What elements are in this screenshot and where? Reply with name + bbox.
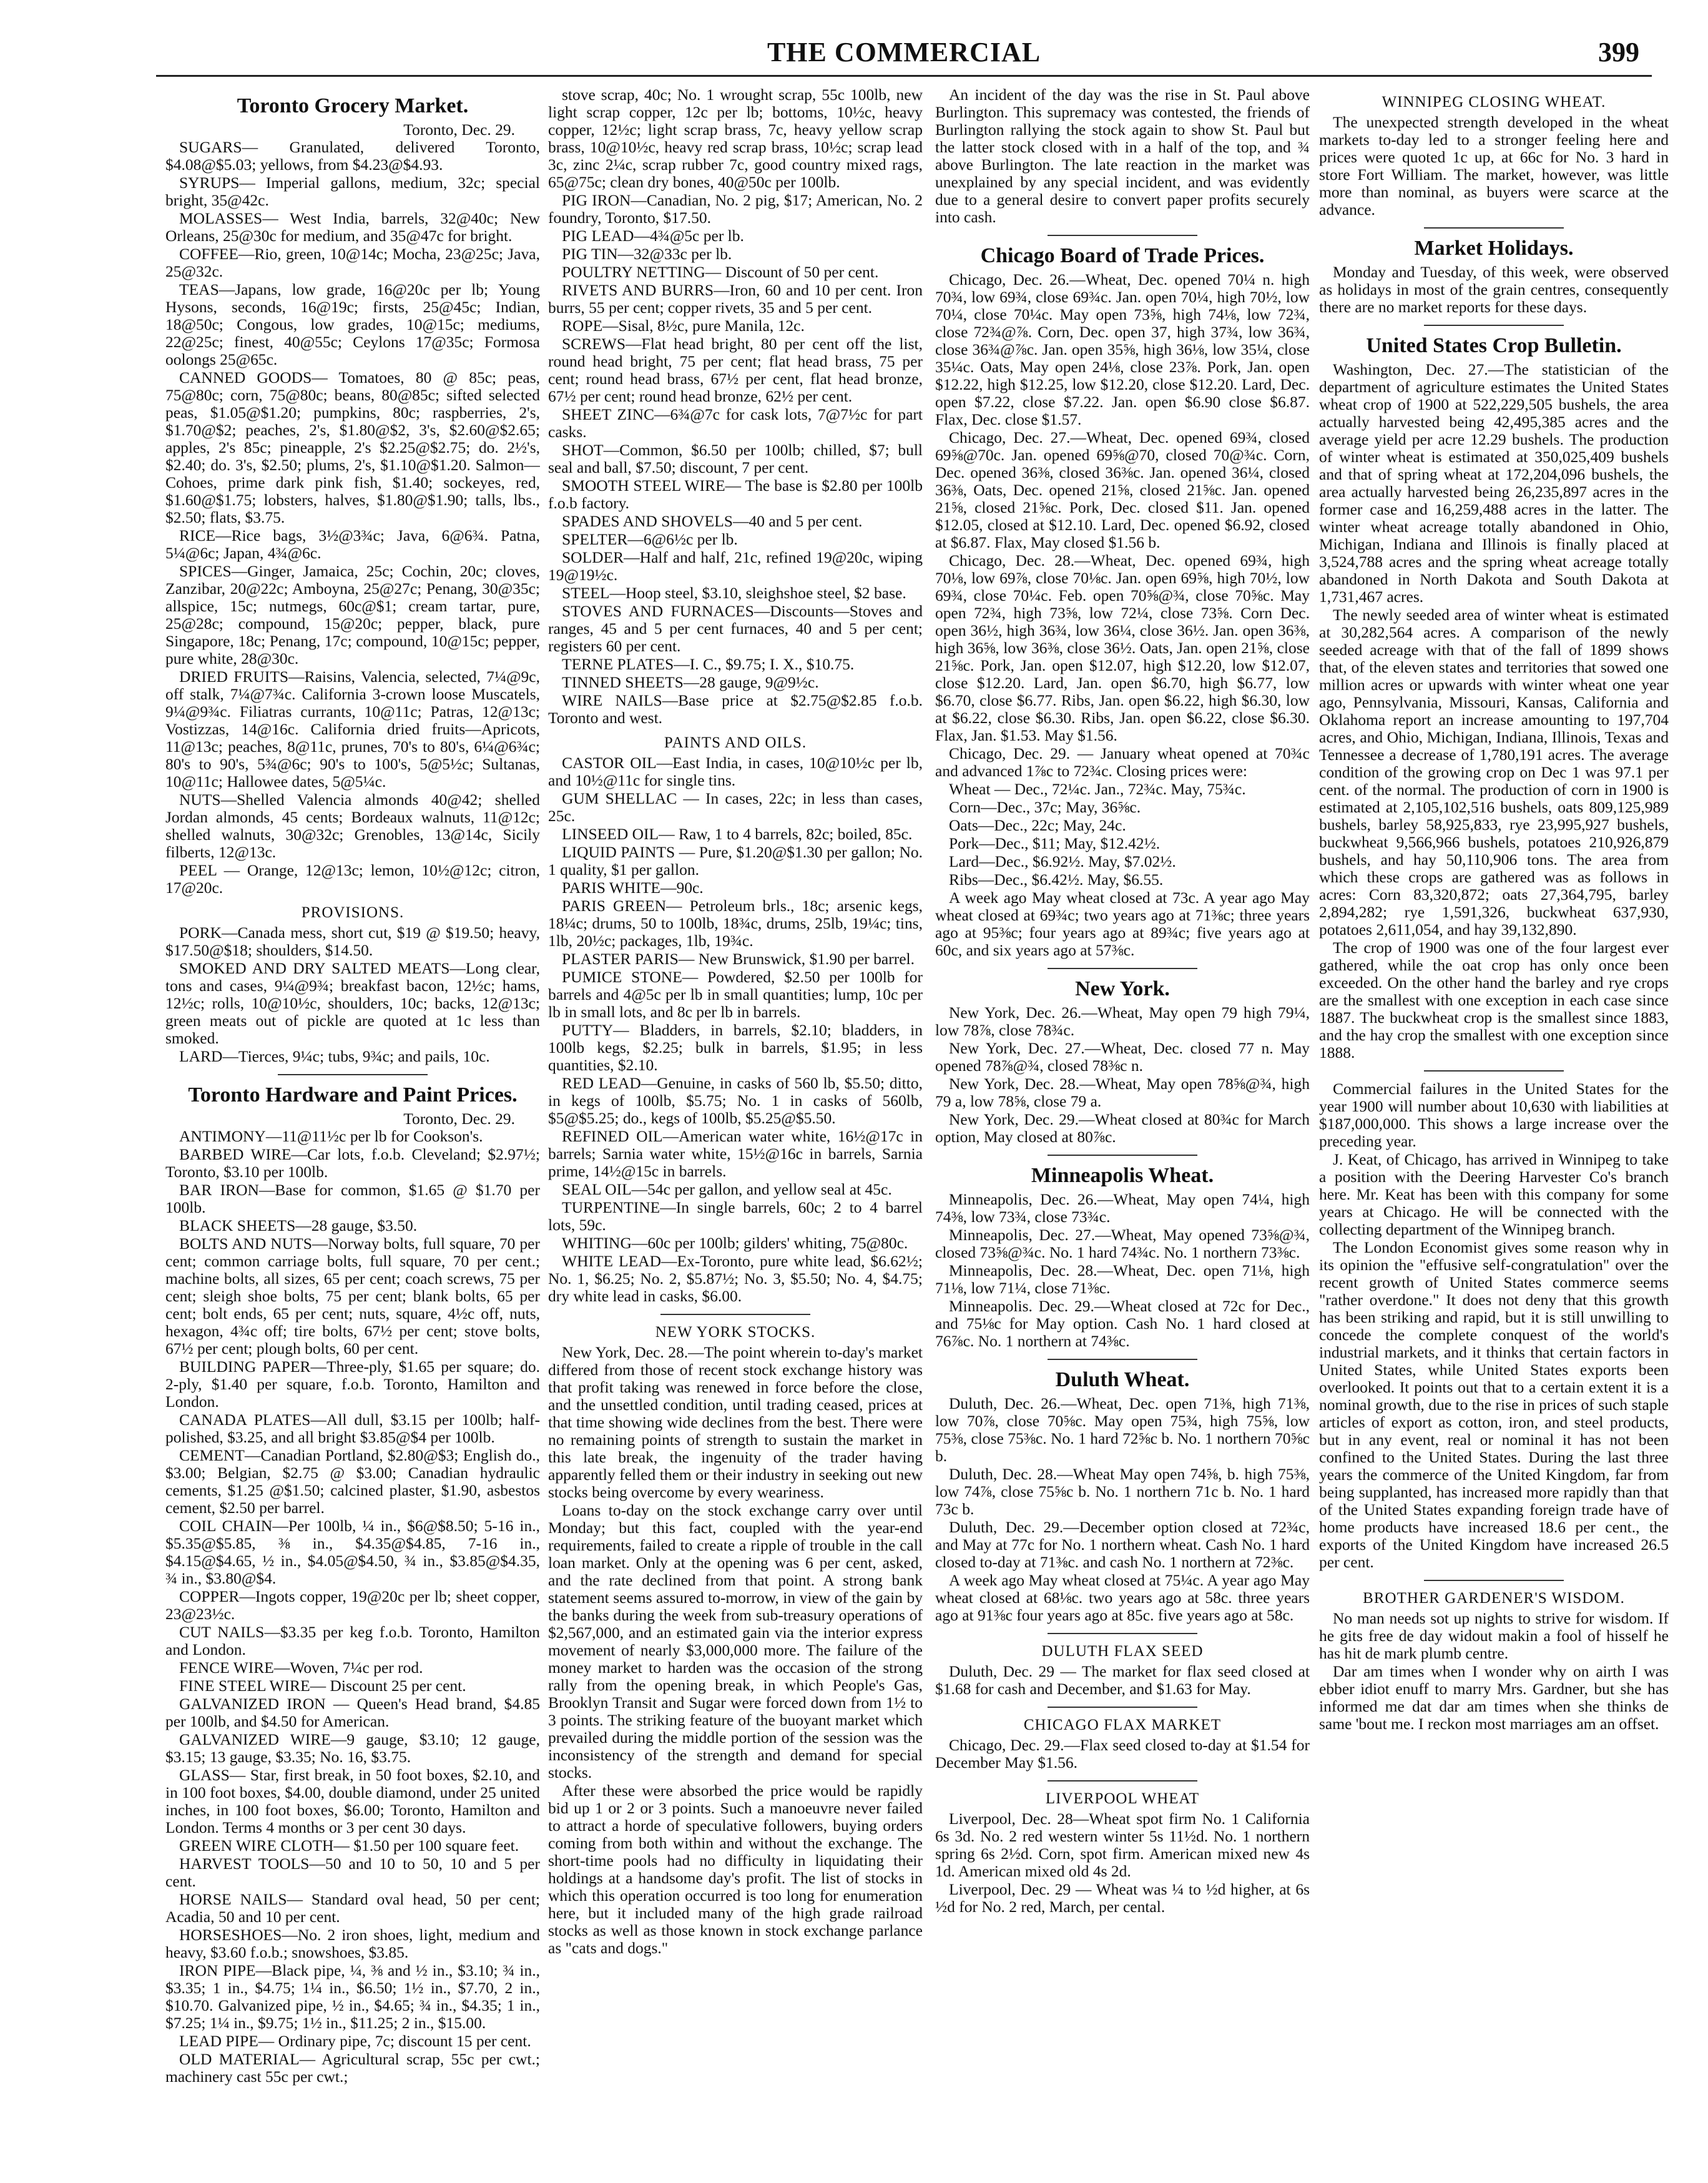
paragraph: Minneapolis. Dec. 29.—Wheat closed at 72c for Dec., and 75⅛c for May option. Cash No. 1 hard closed at 76⅞c. No. 1 northern at 74⅜c. [935,1297,1310,1350]
paragraph: Monday and Tuesday, of this week, were observed as holidays in most of the grain centres, consequently there are no market reports for these days. [1319,263,1669,316]
paragraph: HORSESHOES—No. 2 iron shoes, light, medium and heavy, $3.60 f.o.b.; snowshoes, $3.85. [165,1926,540,1961]
paragraph: TINNED SHEETS—28 gauge, 9@9½c. [562,673,819,691]
paragraph: PORK—Canada mess, short cut, $19 @ $19.50; heavy, $17.50@$18; shoulders, $14.50. [165,924,540,959]
section-heading: Market Holidays. [1414,237,1574,260]
paragraph: PARIS GREEN— Petroleum brls., 18c; arsenic kegs, 18¼c; drums, 50 to 100lb, 18¾c, drums, 25lb, 19¼c; tins, 1lb, 20½c; packages, 1lb, 19¾c. [548,897,923,950]
paragraph: FINE STEEL WIRE— Discount 25 per cent. [179,1677,466,1695]
paragraph: FENCE WIRE—Woven, 7¼c per rod. [179,1658,423,1677]
section-divider [1048,1707,1197,1708]
paragraph: Liverpool, Dec. 28—Wheat spot firm No. 1 California 6s 3d. No. 2 red western winter 5s 11½d. No. 1 northern spring 6s 2½d. Corn, spot firm. American mixed new 4s 1d. American mixed old 4s 2d. [935,1810,1310,1880]
subsection-heading: NEW YORK STOCKS. [655,1324,816,1341]
paragraph: Pork—Dec., $11; May, $12.42½. [949,834,1161,852]
paragraph: SOLDER—Half and half, 21c, refined 19@20c, wiping 19@19½c. [548,548,923,584]
paragraph: REFINED OIL—American water white, 16½@17c in barrels; Sarnia water white, 15½@16c in barrels, Sarnia prime, 14½@15c in barrels. [548,1127,923,1180]
section-heading: New York. [1075,977,1170,1000]
paragraph: SPELTER—6@6½c per lb. [562,530,738,548]
column-4 [1319,86,1669,2153]
paragraph: WHITING—60c per 100lb; gilders' whiting, 75@80c. [562,1234,908,1252]
section-divider [1048,968,1197,969]
paragraph: TURPENTINE—In single barrels, 60c; 2 to 4 barrel lots, 59c. [548,1198,923,1234]
paragraph: Duluth, Dec. 29.—December option closed at 72¾c, and May at 77c for No. 1 northern wheat. Cash No. 1 hard closed to-day at 71⅜c. and cash No. 1 northern at 72⅜c. [935,1518,1310,1571]
paragraph: ROPE—Sisal, 8½c, pure Manila, 12c. [562,317,805,335]
paragraph: DRIED FRUITS—Raisins, Valencia, selected, 7¼@9c, off stalk, 7¼@7¾c. California 3-crown loose Muscatels, 9¼@9¾c. Filiatras currants, 10@11c; Patras, 12@13c; Vostizzas, 14@16c. California dried fruits—Apricots, 11@13c; peaches, 8@11c, prunes, 70's to 80's, 6¼@6¾c; 80's to 90's, 5¾@6c; 90's to 100's, 5@5½c; Sultanas, 10@11c; Hallowee dates, 5@5¼c. [165,668,540,791]
paragraph: PEEL — Orange, 12@13c; lemon, 10½@12c; citron, 17@20c. [165,861,540,897]
paragraph: CANNED GOODS— Tomatoes, 80 @ 85c; peas, 75@80c; corn, 75@80c; beans, 80@85c; sifted selected peas, $1.05@$1.20; pumpkins, 80c; raspberries, 2's, $1.70@$2; peaches, 2's, $1.80@$2, 3's, $2.60@$2.65; apples, 2's 85c; pineapple, 2's $2.25@$2.75; do. 2½'s, $2.40; do. 3's, $2.50; plums, 2's, $1.10@$1.20. Salmon—Cohoes, prime dark pink fish, $1.40; sockeyes, red, $1.60@$1.75; lobsters, halves, $1.80@$1.90; talls, lbs., $2.50; flats, $3.75. [165,368,540,526]
paragraph: GALVANIZED WIRE—9 gauge, $3.10; 12 gauge, $3.15; 13 gauge, $3.35; No. 16, $3.75. [165,1730,540,1766]
paragraph: SHEET ZINC—6¾@7c for cask lots, 7@7½c for part casks. [548,405,923,441]
paragraph: MOLASSES— West India, barrels, 32@40c; New Orleans, 25@30c for medium, and 35@47c for bright. [165,209,540,245]
paragraph: GREEN WIRE CLOTH— $1.50 per 100 square feet. [179,1836,519,1855]
paragraph: PLASTER PARIS— New Brunswick, $1.90 per barrel. [562,950,915,968]
section-heading: United States Crop Bulletin. [1366,334,1622,357]
paragraph: Oats—Dec., 22c; May, 24c. [949,816,1126,834]
subsection-heading: LIVERPOOL WHEAT [1045,1790,1200,1807]
paragraph: LARD—Tierces, 9¼c; tubs, 9¾c; and pails, 10c. [179,1047,490,1065]
paragraph: SCREWS—Flat head bright, 80 per cent off the list, round head bright, 75 per cent; flat head brass, 75 per cent; round head brass, 67½ per cent, flat head bronze, 67½ per cent; round head bronze, 62½ per cent. [548,335,923,405]
paragraph: New York, Dec. 29.—Wheat closed at 80¾c for March option, May closed at 80⅞c. [935,1110,1310,1146]
paragraph: Minneapolis, Dec. 27.—Wheat, May opened 73⅝@¾, closed 73⅝@¾c. No. 1 hard 74¾c. No. 1 northern 73⅜c. [935,1226,1310,1261]
paragraph: No man needs sot up nights to strive for wisdom. If he gits free de day widout makin a fool of hisself he has hit de mark plumb centre. [1319,1609,1669,1662]
paragraph: PUMICE STONE— Powdered, $2.50 per 100lb for barrels and 4@5c per lb in small quantities; lump, 10c per lb in small lots, and 8c per lb in barrels. [548,968,923,1021]
paragraph: BLACK SHEETS—28 gauge, $3.50. [179,1216,418,1234]
paragraph: BOLTS AND NUTS—Norway bolts, full square, 70 per cent; common carriage bolts, full square, 70 per cent.; machine bolts, all sizes, 65 per cent; coach screws, 75 per cent; sleigh shoe bolts, 75 per cent; blank bolts, 65 per cent; bolt ends, 65 per cent; nuts, square, 4½c off, nuts, hexagon, 4¾c off; tire bolts, 67½ per cent; stove bolts, 67½ per cent; plough bolts, 60 per cent. [165,1234,540,1358]
paragraph: COIL CHAIN—Per 100lb, ¼ in., $6@$8.50; 5-16 in., $5.35@$5.85, ⅜ in., $4.35@$4.85, 7-16 in., $4.15@$4.65, ½ in., $4.05@$4.50, ¾ in., $3.85@$4.35, ¾ in., $3.80@$4. [165,1517,540,1587]
paragraph: SMOOTH STEEL WIRE— The base is $2.80 per 100lb f.o.b factory. [548,476,923,512]
paragraph: Lard—Dec., $6.92½. May, $7.02½. [949,852,1176,870]
section-divider [278,1074,428,1075]
column-1 [165,86,540,2153]
section-divider [1424,325,1564,326]
paragraph: BARBED WIRE—Car lots, f.o.b. Cleveland; $2.97½; Toronto, $3.10 per 100lb. [165,1145,540,1181]
paragraph: Chicago, Dec. 28.—Wheat, Dec. opened 69¾, high 70⅛, low 69⅞, close 70⅛c. Jan. open 69⅝, high 70½, low 69¾, close 70¼c. Feb. open 70⅝@¾, close 70⅝c. May open 72¾, high 73⅝, low 72¼, close 73⅝. Corn Dec. open 36½, high 36¾, low 36¼, close 36½. Jan. open 36⅜, high 36⅝, low 36⅜, close 36½. Oats, Jan. open 21⅝, close 21⅝c. Pork, Jan. open $12.07, high $12.20, low $12.07, close $12.20. Lard, Jan. open $6.70, high $6.77, low $6.70, close $6.77. Ribs, Jan. open $6.22, high $6.30, low at $6.22, close $6.30. Ribs, Jan. open $6.22, close $6.30. Flax, Jan. $1.53. May $1.56. [935,551,1310,744]
section-heading: Toronto Hardware and Paint Prices. [188,1083,518,1106]
paragraph: A week ago May wheat closed at 75¼c. A year ago May wheat closed at 68⅛c. two years ago at 58c. three years ago at 91⅜c four years ago at 85c. five years ago at 58c. [935,1571,1310,1624]
section-divider [1048,1155,1197,1156]
paragraph: WHITE LEAD—Ex-Toronto, pure white lead, $6.62½; No. 1, $6.25; No. 2, $5.87½; No. 3, $5.50; No. 4, $4.75; dry white lead in casks, $6.00. [548,1252,923,1305]
paragraph: SMOKED AND DRY SALTED MEATS—Long clear, tons and cases, 9¼@9¾; breakfast bacon, 12½c; hams, 12½c; rolls, 10@10½c, shoulders, 10c; backs, 12@13c; green meats out of pickle are quoted at 1c less than smoked. [165,959,540,1047]
paragraph: The crop of 1900 was one of the four largest ever gathered, while the oat crop has only once been exceeded. On the other hand the barley and rye crops are the smallest with one exception in each case since 1887. The buckwheat crop is the smallest since 1883, and the hay crop the smallest with one exception since 1888. [1319,939,1669,1062]
page-header [156,36,1652,74]
paragraph: CANADA PLATES—All dull, $3.15 per 100lb; half-polished, $3.25, and all bright $3.85@$4 per 100lb. [165,1411,540,1446]
subsection-heading: PROVISIONS. [301,904,405,921]
paragraph: New York, Dec. 27.—Wheat, Dec. closed 77 n. May opened 78⅞@¾, closed 78⅜c n. [935,1039,1310,1075]
paragraph: LINSEED OIL— Raw, 1 to 4 barrels, 82c; boiled, 85c. [562,825,913,843]
paragraph: HARVEST TOOLS—50 and 10 to 50, 10 and 5 per cent. [165,1855,540,1890]
paragraph: PUTTY— Bladders, in barrels, $2.10; bladders, in 100lb kegs, $2.25; bulk in barrels, $1.95; in less quantities, $2.10. [548,1021,923,1074]
paragraph: Duluth, Dec. 28.—Wheat May open 74⅝, b. high 75⅜, low 74⅞, close 75⅝c b. No. 1 northern 71c b. No. 1 hard 73c b. [935,1465,1310,1518]
paragraph: stove scrap, 40c; No. 1 wrought scrap, 55c 100lb, new light scrap copper, 12c per lb; bottoms, 10½c, heavy copper, 12½c; light scrap brass, 7c, heavy yellow scrap brass, 10@10½c, heavy red scrap brass, 10½c; scrap lead 3c, zinc 2¼c, scrap rubber 7c, good country mixed rags, 65@75c; clean dry bones, 40@50c per 100lb. [548,86,923,191]
paragraph: SPICES—Ginger, Jamaica, 25c; Cochin, 20c; cloves, Zanzibar, 20@22c; Amboyna, 25@27c; Penang, 30@35c; allspice, 15c; nutmegs, 60c@$1; cream tartar, pure, 25@28c; compound, 15@20c; pepper, black, pure Singapore, 18c; Penang, 17c; compound, 10@15c; pepper, pure white, 28@30c. [165,562,540,668]
dateline: Toronto, Dec. 29. [403,1110,515,1128]
paragraph: Chicago, Dec. 26.—Wheat, Dec. opened 70¼ n. high 70¾, low 69¾, close 69¾c. Jan. open 70¼, high 70½, low 70¼, close 70¼c. May open 73⅝, high 74⅛, low 72¾, close 72¾@⅞. Corn, Dec. open 37, high 37¾, low 36¾, close 36¾@⅞c. Jan. open 35⅝, high 36⅛, low 35¼, close 35¼c. Oats, May open 24⅛, close 23⅞. Pork, Jan. open $12.22, high $12.25, low $12.20, close $12.20. Lard, Dec. open $7.22, close $7.22. Jan. open $6.90 close $6.87. Flax, Dec. close $1.57. [935,270,1310,428]
section-divider [660,1314,810,1315]
subsection-heading: PAINTS AND OILS. [664,734,807,751]
paragraph: PIG LEAD—4¾@5c per lb. [562,227,744,245]
paragraph: The London Economist gives some reason why in its opinion the "effusive self-congratulation" over the recent growth of United States commerce seems "rather overdone." It does not deny that this growth has been striking and rapid, but it is still unwilling to concede the complete conquest of the world's industrial markets, and it thinks that certain factors in United States, while United States exports been overlooked. It points out that to a certain extent it is a nominal growth, due to the rise in prices of such staple articles of export as cotton, iron, and steel products, but in any event, real or nominal it has not been confined to the United States. During the last three years the commerce of the United Kingdom, far from being supplanted, has increased more rapidly than that of the United States expanding foreign trade have of home products have increased 18.6 per cent., the exports of the United Kingdom have increased 26.5 per cent. [1319,1238,1669,1571]
paragraph: Liverpool, Dec. 29 — Wheat was ¼ to ½d higher, at 6s ½d for No. 2 red, March, per cental. [935,1880,1310,1916]
paragraph: POULTRY NETTING— Discount of 50 per cent. [562,263,879,281]
paragraph: LIQUID PAINTS — Pure, $1.20@$1.30 per gallon; No. 1 quality, $1 per gallon. [548,843,923,879]
paragraph: RIVETS AND BURRS—Iron, 60 and 10 per cent. Iron burrs, 55 per cent; copper rivets, 35 and 5 per cent. [548,281,923,317]
paragraph: Corn—Dec., 37c; May, 36⅝c. [949,798,1141,816]
section-heading: Duluth Wheat. [1055,1368,1190,1391]
paragraph: RICE—Rice bags, 3½@3¾c; Java, 6@6¾. Patna, 5¼@6c; Japan, 4¾@6c. [165,526,540,562]
paragraph: LEAD PIPE— Ordinary pipe, 7c; discount 15 per cent. [179,2032,531,2050]
column-2 [548,86,923,2153]
paragraph: OLD MATERIAL— Agricultural scrap, 55c per cwt.; machinery cast 55c per cwt.; [165,2050,540,2086]
paragraph: Minneapolis, Dec. 28.—Wheat, Dec. open 71⅛, high 71⅛, low 71¼, close 71⅜c. [935,1261,1310,1297]
paragraph: Chicago, Dec. 29.—Flax seed closed to-day at $1.54 for December May $1.56. [935,1736,1310,1772]
paragraph: TERNE PLATES—I. C., $9.75; I. X., $10.75. [562,655,855,673]
paragraph: Commercial failures in the United States for the year 1900 will number about 10,630 with liabilities at $187,000,000. This shows a large increase over the preceding year. [1319,1080,1669,1150]
paragraph: Ribs—Dec., $6.42½. May, $6.55. [949,870,1164,889]
paragraph: COPPER—Ingots copper, 19@20c per lb; sheet copper, 23@23½c. [165,1587,540,1623]
paragraph: CUT NAILS—$3.35 per keg f.o.b. Toronto, Hamilton and London. [165,1623,540,1658]
paragraph: Duluth, Dec. 26.—Wheat, Dec. open 71⅜, high 71⅜, low 70⅞, close 70⅝c. May open 75¾, high 75⅝, low 75⅜, close 75⅜c. No. 1 hard 72⅝c b. No. 1 northern 70⅝c b. [935,1394,1310,1465]
section-divider [1424,1580,1564,1581]
paragraph: STEEL—Hoop steel, $3.10, sleighshoe steel, $2 base. [562,584,906,602]
paragraph: Chicago, Dec. 29. — January wheat opened at 70¾c and advanced 1⅞c to 72¾c. Closing prices were: [935,744,1310,780]
paragraph: GUM SHELLAC — In cases, 22c; in less than cases, 25c. [548,789,923,825]
paragraph: An incident of the day was the rise in St. Paul above Burlington. This supremacy was contested, the friends of Burlington rallying the stock again to show St. Paul but the latter stock closed with in a half of the top, and ¾ above Burlington. The late reaction in the market was unexplained by any special incident, and was evidently due to a general desire to convert paper profits securely into cash. [935,86,1310,226]
paragraph: Chicago, Dec. 27.—Wheat, Dec. opened 69¾, closed 69⅝@70c. Jan. opened 69⅝@70, closed 70@¾c. Corn, Dec. opened 36⅜, closed 36⅜c. Jan. opened 36¼, closed 36⅜, Oats, Dec. opened 21⅝, closed 21⅝c. Jan. opened 21⅝, closed 21⅝c. Pork, Dec. closed $11. Jan. opened $12.05, closed at $12.10. Lard, Dec. opened $6.92, closed at $6.87. Flax, May closed $1.56 b. [935,428,1310,551]
section-divider [1048,1359,1197,1360]
paragraph: SPADES AND SHOVELS—40 and 5 per cent. [562,512,863,530]
paragraph: BAR IRON—Base for common, $1.65 @ $1.70 per 100lb. [165,1181,540,1216]
subsection-heading: DULUTH FLAX SEED [1041,1643,1204,1660]
paragraph: J. Keat, of Chicago, has arrived in Winnipeg to take a position with the Deering Harvester Co's branch here. Mr. Keat has been with this company for some years at Chicago. He will be connected with the collecting department of the Winnipeg branch. [1319,1150,1669,1238]
section-divider [1424,227,1564,229]
paragraph: BUILDING PAPER—Three-ply, $1.65 per square; do. 2-ply, $1.40 per square, f.o.b. Toronto, Hamilton and London. [165,1358,540,1411]
paragraph: SHOT—Common, $6.50 per 100lb; chilled, $7; bull seal and ball, $7.50; discount, 7 per cent. [548,441,923,476]
paragraph: IRON PIPE—Black pipe, ¼, ⅜ and ½ in., $3.10; ¾ in., $3.35; 1 in., $4.75; 1¼ in., $6.50; 1½ in., $7.70, 2 in., $10.70. Galvanized pipe, ½ in., $4.65; ¾ in., $4.35; 1 in., $7.25; 1¼ in., $9.75; 1½ in., $11.25; 2 in., $15.00. [165,1961,540,2032]
paragraph: ANTIMONY—11@11½c per lb for Cookson's. [179,1127,483,1145]
paragraph: New York, Dec. 28.—Wheat, May open 78⅝@¾, high 79 a, low 78⅝, close 79 a. [935,1075,1310,1110]
paragraph: PARIS WHITE—90c. [562,879,704,897]
publication-title: THE COMMERCIAL [767,37,1041,67]
paragraph: WIRE NAILS—Base price at $2.75@$2.85 f.o.b. Toronto and west. [548,691,923,727]
paragraph: New York, Dec. 26.—Wheat, May open 79 high 79¼, low 78⅞, close 78¾c. [935,1003,1310,1039]
paragraph: Washington, Dec. 27.—The statistician of the department of agriculture estimates the United States wheat crop of 1900 at 522,229,505 bushels, the area actually harvested being 42,495,385 acres and the average yield per acre 12.29 bushels. The production of winter wheat is estimated at 350,025,409 bushels and that of spring wheat at 172,204,096 bushels, the area actually harvested being 26,235,897 acres in the former case and 16,259,488 acres in the latter. The winter wheat acreage totally abandoned in Ohio, Michigan, Indiana and Illinois is finally placed at 3,524,788 acres and the spring wheat acreage totally abandoned in North Dakota and South Dakota at 1,731,467 acres. [1319,360,1669,606]
paragraph: RED LEAD—Genuine, in casks of 560 lb, $5.50; ditto, in kegs of 100lb, $5.75; No. 1 in casks of 560lb, $5@$5.25; do., kegs of 100lb, $5.25@$5.50. [548,1074,923,1127]
paragraph: Duluth, Dec. 29 — The market for flax seed closed at $1.68 for cash and December, and $1.63 for May. [935,1662,1310,1698]
paragraph: CEMENT—Canadian Portland, $2.80@$3; English do., $3.00; Belgian, $2.75 @ $3.00; Canadian hydraulic cements, $1.25 @$1.50; calcined plaster, $1.90, asbestos cement, $2.50 per barrel. [165,1446,540,1517]
paragraph: SEAL OIL—54c per gallon, and yellow seal at 45c. [562,1180,892,1198]
paragraph: Wheat — Dec., 72¼c. Jan., 72¾c. May, 75¾c. [949,780,1246,798]
paragraph: GLASS— Star, first break, in 50 foot boxes, $2.10, and in 100 foot boxes, $4.00, double diamond, under 25 united inches, in 100 foot boxes, $6.00; Toronto, Hamilton and London. Terms 4 months or 3 per cent 30 days. [165,1766,540,1836]
section-divider [1048,1633,1197,1634]
section-divider [1048,1780,1197,1781]
paragraph: HORSE NAILS— Standard oval head, 50 per cent; Acadia, 50 and 10 per cent. [165,1890,540,1926]
paragraph: Minneapolis, Dec. 26.—Wheat, May open 74¼, high 74⅜, low 73¾, close 73¾c. [935,1190,1310,1226]
paragraph: TEAS—Japans, low grade, 16@20c per lb; Young Hysons, seconds, 16@19c; firsts, 25@45c; Indian, 18@50c; Congous, low grades, 10@15c; mediums, 22@25c; finest, 40@55c; Ceylons 17@35c; Formosa oolongs 25@65c. [165,280,540,368]
paragraph: Loans to-day on the stock exchange carry over until Monday; but this fact, coupled with the year-end requirements, failed to create a ripple of trouble in the call loan market. Only at the opening was 6 per cent, asked, and the rate declined from that point. A strong bank statement seems assured to-morrow, in view of the gain by the banks during the week from sub-treasury operations of $2,567,000, and an estimated gain via the interior express movement of nearly $3,000,000 more. The failure of the money market to harden was the occasion of the strong rally from the opening break, in which People's Gas, Brooklyn Transit and Sugar were forced down from 1½ to 3 points. The striking feature of the buoyant market which prevailed during the middle portion of the session was the inconsistency of the strength and demand for special stocks. [548,1501,923,1781]
paragraph: New York, Dec. 28.—The point wherein to-day's market differed from those of recent stock exchange history was that profit taking was renewed in force before the close, and the unsettled condition, until trading ceased, prices at that time showing wide declines from the best. There were no remaining points of strength to sustain the market in this late break, the ingenuity of the trader having apparently felled them or their industry in seeking out new stocks being overcome by every weariness. [548,1343,923,1501]
paragraph: NUTS—Shelled Valencia almonds 40@42; shelled Jordan almonds, 45 cents; Bordeaux walnuts, 11@12c; shelled walnuts, 30@32c; Grenobles, 13@14c, Sicily filberts, 12@13c. [165,791,540,861]
paragraph: The unexpected strength developed in the wheat markets to-day led to a stronger feeling here and prices were quoted 1c up, at 66c for No. 3 hard in store Fort William. The market, however, was little more than nominal, as buyers were scarce at the advance. [1319,113,1669,219]
column-3 [935,86,1310,2153]
section-heading: Chicago Board of Trade Prices. [980,244,1265,267]
dateline: Toronto, Dec. 29. [403,121,515,139]
page-number: 399 [1598,37,1639,67]
paragraph: COFFEE—Rio, green, 10@14c; Mocha, 23@25c; Java, 25@32c. [165,245,540,280]
paragraph: GALVANIZED IRON — Queen's Head brand, $4.85 per 100lb, and $4.50 for American. [165,1695,540,1730]
section-divider [1424,1070,1564,1072]
section-heading: Toronto Grocery Market. [237,94,469,117]
paragraph: SUGARS— Granulated, delivered Toronto, $4.08@$5.03; yellows, from $4.23@$4.93. [165,138,540,174]
paragraph: STOVES AND FURNACES—Discounts—Stoves and ranges, 45 and 5 per cent furnaces, 40 and 5 per cent; registers 60 per cent. [548,602,923,655]
section-divider [1048,235,1197,236]
subsection-heading: BROTHER GARDENER'S WISDOM. [1363,1590,1625,1607]
header-rule [156,75,1652,77]
paragraph: Dar am times when I wonder why on airth I was ebber idiot enuff to marry Mrs. Gardner, but she has informed me dat dar am times when she thinks de same 'bout me. I reckon most marriages am an offset. [1319,1662,1669,1733]
paragraph: SYRUPS— Imperial gallons, medium, 32c; special bright, 35@42c. [165,174,540,209]
paragraph: PIG TIN—32@33c per lb. [562,245,732,263]
section-heading: Minneapolis Wheat. [1031,1164,1214,1187]
paragraph: After these were absorbed the price would be rapidly bid up 1 or 2 or 3 points. Such a manoeuvre never failed to attract a horde of speculative followers, buying orders coming from both within and without the exchange. The short-time pools had no difficulty in liquidating their holdings at a handsome day's profit. The list of stocks in which this operation occurred is too long for enumeration here, but it included many of the high grade railroad stocks as well as those known in stock exchange parlance as "cats and dogs." [548,1781,923,1957]
paragraph: CASTOR OIL—East India, in cases, 10@10½c per lb, and 10½@11c for single tins. [548,754,923,789]
paragraph: A week ago May wheat closed at 73c. A year ago May wheat closed at 69¾c; two years ago at 71⅜c; three years ago at 95⅜c; four years ago at 89¾c; five years ago at 60c, and six years ago at 57⅜c. [935,889,1310,959]
paragraph: The newly seeded area of winter wheat is estimated at 30,282,564 acres. A comparison of the newly seeded acreage with that of the fall of 1899 shows that, of the eleven states and territories that sowed one million acres or upwards with winter wheat one year ago, Pennsylvania, Missouri, Kansas, California and Oklahoma report an increase amounting to 197,704 acres, and Ohio, Michigan, Indiana, Illinois, Texas and Tennessee a decrease of 1,780,191 acres. The average condition of the growing crop on Dec 1 was 97.1 per cent. of the normal. The production of corn in 1900 is estimated at 2,105,102,516 bushels, oats 809,125,989 bushels, barley 58,925,833, rye 23,995,927 bushels, buckwheat 9,566,966 bushels, potatoes 210,926,879 bushels, and hay 50,110,906 tons. The area from which these crops are gathered was as follows in acres: Corn 83,320,872; oats 27,364,795, barley 2,894,282; rye 1,591,326, buckwheat 637,930, potatoes 2,611,054, and hay 39,132,890. [1319,606,1669,939]
paragraph: PIG IRON—Canadian, No. 2 pig, $17; American, No. 2 foundry, Toronto, $17.50. [548,191,923,227]
subsection-heading: WINNIPEG CLOSING WHEAT. [1382,94,1606,111]
subsection-heading: CHICAGO FLAX MARKET [1023,1717,1222,1733]
